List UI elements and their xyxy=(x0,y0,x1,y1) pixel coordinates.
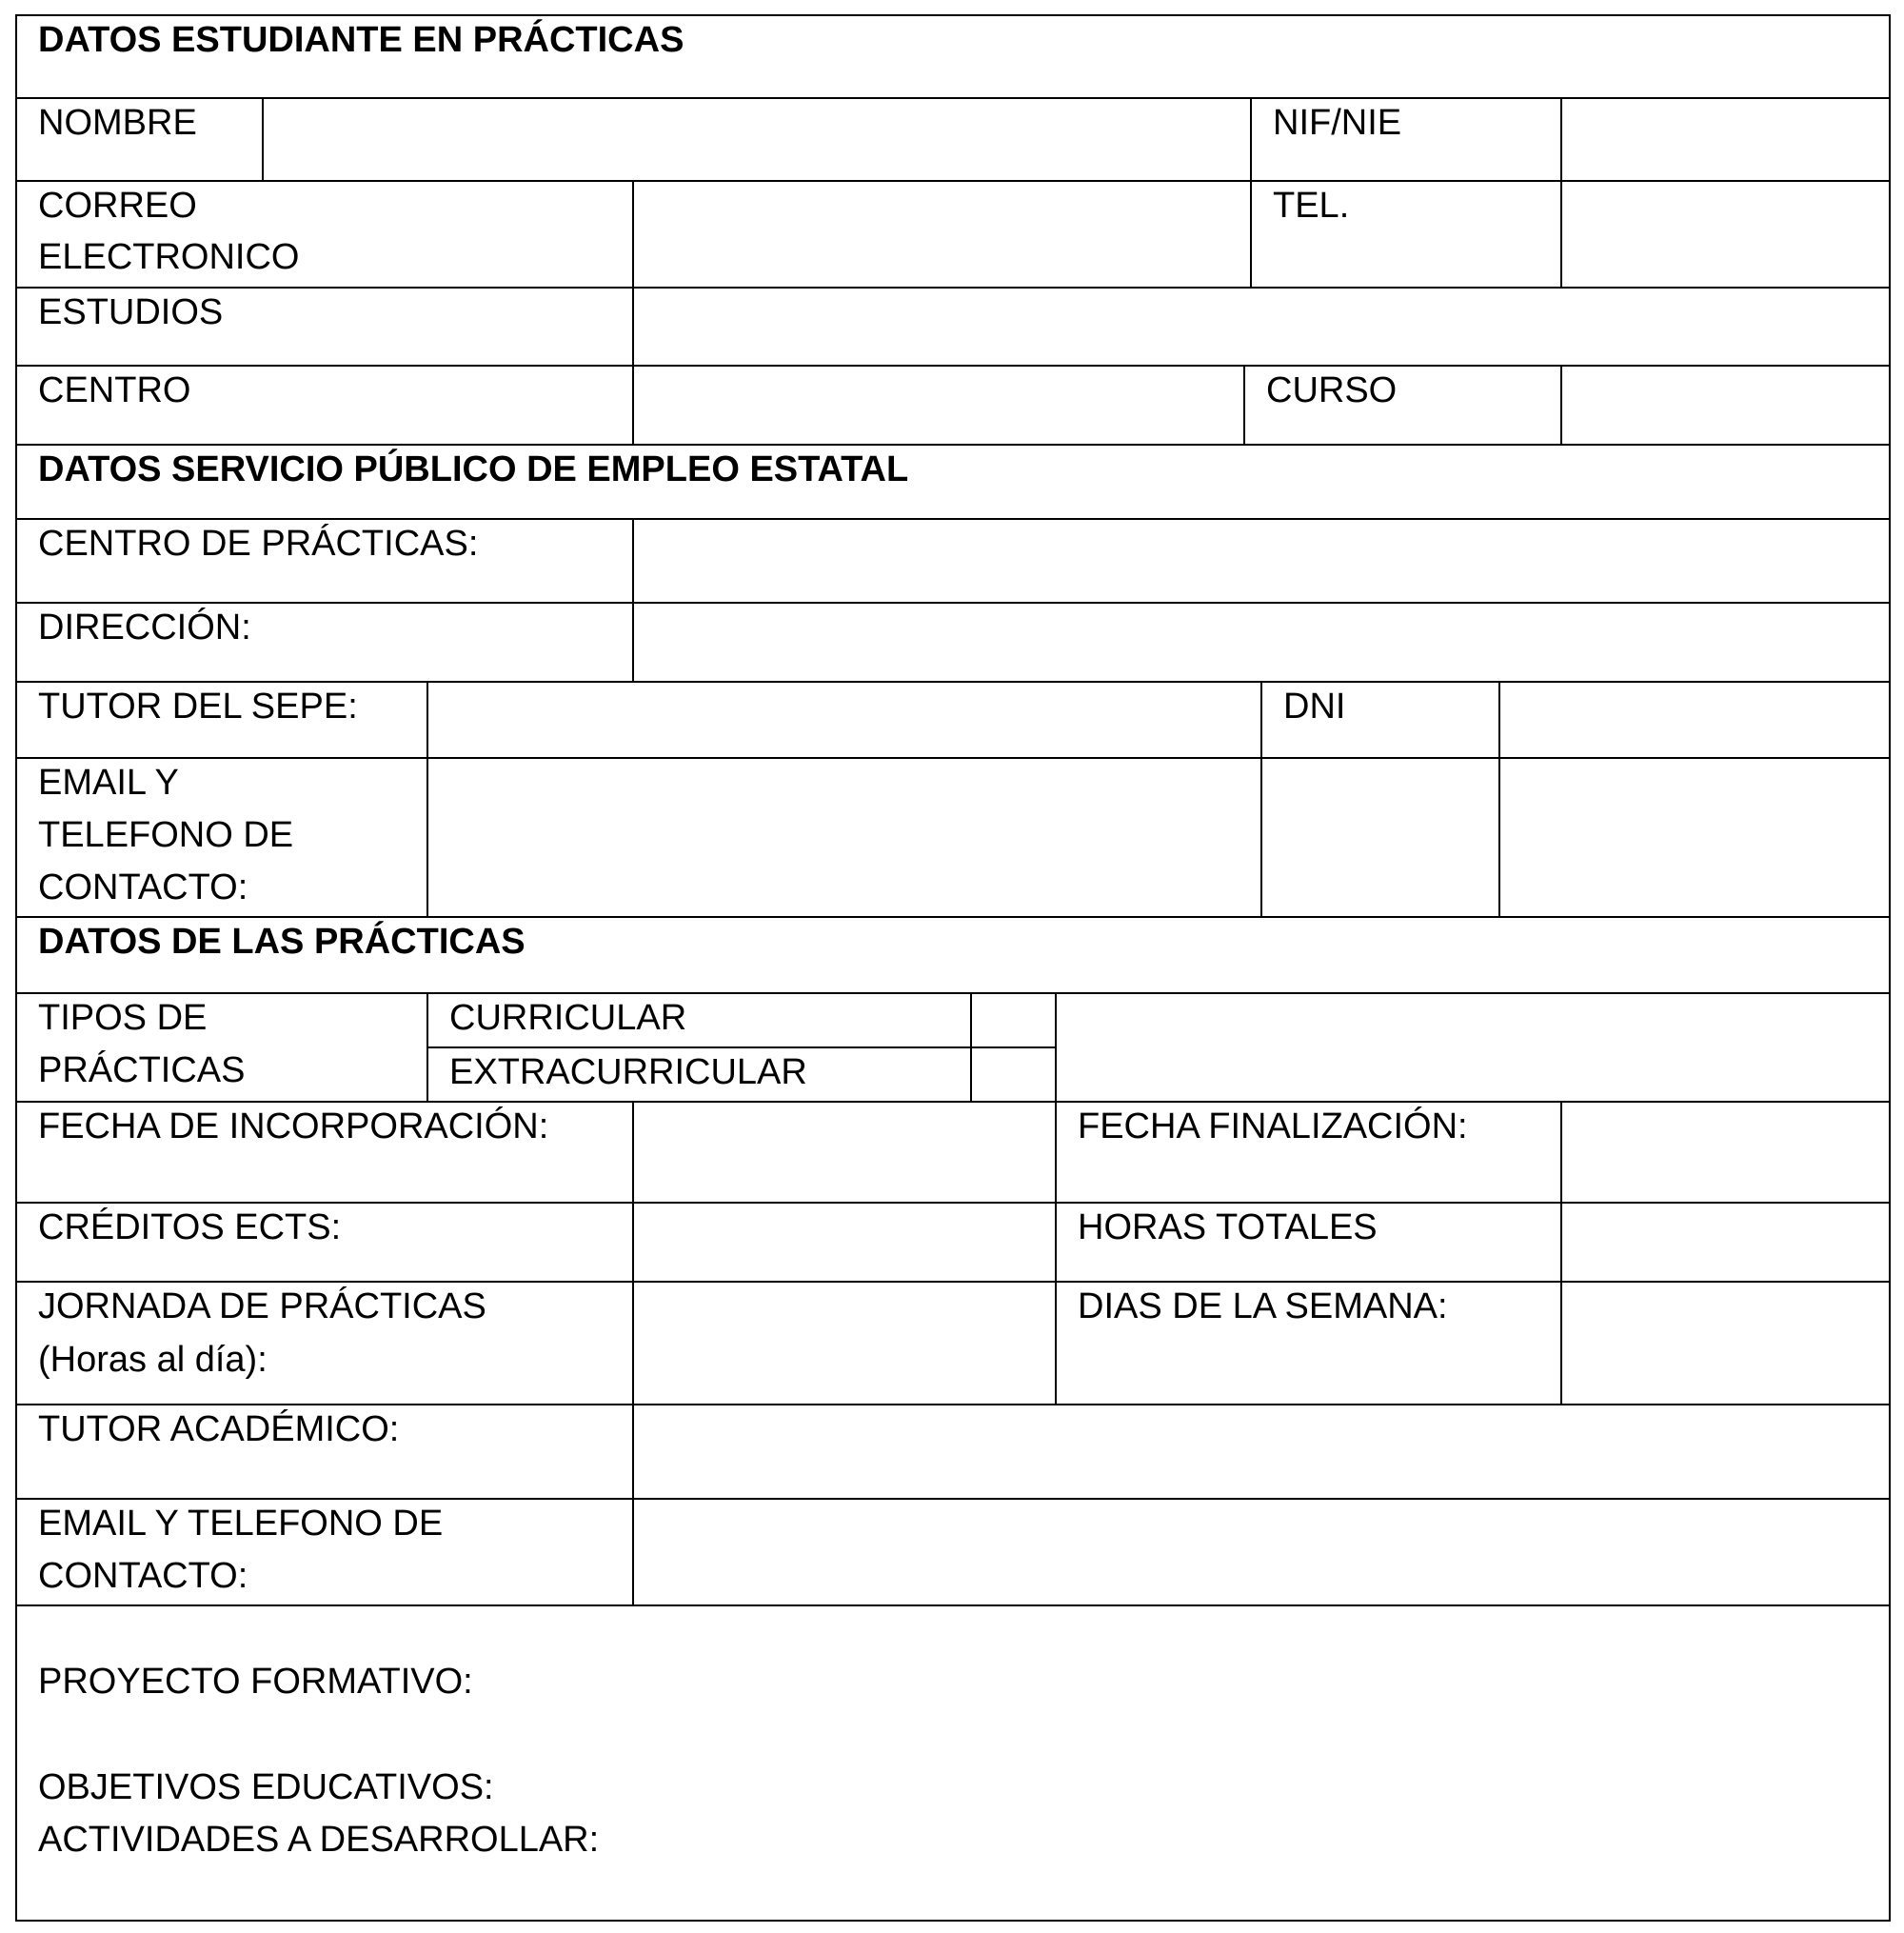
label-tel: TEL. xyxy=(1273,186,1350,226)
label-actividades: ACTIVIDADES A DESARROLLAR: xyxy=(38,1820,600,1860)
label-nif: NIF/NIE xyxy=(1273,103,1402,143)
label-tipos-line1: TIPOS DE xyxy=(38,998,208,1038)
label-acad-contacto-line1: EMAIL Y TELEFONO DE xyxy=(38,1504,444,1544)
label-direccion: DIRECCIÓN: xyxy=(38,608,251,648)
rule-right xyxy=(1889,14,1891,1922)
label-nombre: NOMBRE xyxy=(38,103,197,143)
dias-semana-field[interactable] xyxy=(1562,1283,1889,1404)
vr-nif-l xyxy=(1250,97,1252,289)
fecha-incorporacion-field[interactable] xyxy=(634,1103,1055,1202)
label-dias-semana: DIAS DE LA SEMANA: xyxy=(1078,1286,1448,1326)
correo-field[interactable] xyxy=(634,182,1250,287)
label-curricular: CURRICULAR xyxy=(449,998,687,1038)
nif-field[interactable] xyxy=(1562,99,1889,180)
section-practicas-title: DATOS DE LAS PRÁCTICAS xyxy=(38,922,526,962)
tel-field[interactable] xyxy=(1562,182,1889,287)
acad-contacto-field[interactable] xyxy=(634,1500,1889,1604)
label-jornada-line2: (Horas al día): xyxy=(38,1340,268,1380)
label-fecha-incorporacion: FECHA DE INCORPORACIÓN: xyxy=(38,1106,549,1146)
label-objetivos: OBJETIVOS EDUCATIVOS: xyxy=(38,1767,494,1807)
label-sepe-contacto-line3: CONTACTO: xyxy=(38,867,248,907)
section-sepe-title: DATOS SERVICIO PÚBLICO DE EMPLEO ESTATAL xyxy=(38,449,909,489)
label-correo-line2: ELECTRONICO xyxy=(38,237,300,277)
label-tipos-line2: PRÁCTICAS xyxy=(38,1050,246,1090)
sepe-contacto-field[interactable] xyxy=(428,759,1260,916)
tutor-academico-field[interactable] xyxy=(634,1405,1889,1498)
label-acad-contacto-line2: CONTACTO: xyxy=(38,1556,248,1596)
fecha-finalizacion-field[interactable] xyxy=(1562,1103,1889,1202)
vr-tipos-r xyxy=(1055,992,1057,1103)
estudios-field[interactable] xyxy=(634,289,1889,365)
section-student-title: DATOS ESTUDIANTE EN PRÁCTICAS xyxy=(38,20,684,60)
label-estudios: ESTUDIOS xyxy=(38,292,224,332)
label-horas-totales: HORAS TOTALES xyxy=(1078,1207,1378,1247)
curso-field[interactable] xyxy=(1562,367,1889,444)
label-curso: CURSO xyxy=(1266,370,1398,410)
label-sepe-contacto-line1: EMAIL Y xyxy=(38,763,179,803)
label-fecha-finalizacion: FECHA FINALIZACIÓN: xyxy=(1078,1106,1468,1146)
jornada-field[interactable] xyxy=(634,1283,1055,1404)
label-sepe-contacto-line2: TELEFONO DE xyxy=(38,815,294,855)
label-centro-practicas: CENTRO DE PRÁCTICAS: xyxy=(38,524,479,564)
vr-tipos-l xyxy=(426,992,428,1103)
direccion-field[interactable] xyxy=(634,604,1889,681)
horas-totales-field[interactable] xyxy=(1562,1204,1889,1281)
label-tutor-sepe: TUTOR DEL SEPE: xyxy=(38,687,358,727)
creditos-field[interactable] xyxy=(634,1204,1055,1281)
rule-11 xyxy=(15,992,1891,994)
vr-fecha-m xyxy=(1055,1101,1057,1405)
extracurricular-checkbox[interactable] xyxy=(972,1048,1055,1101)
vr-centro-l xyxy=(1243,365,1245,446)
label-tutor-academico: TUTOR ACADÉMICO: xyxy=(38,1409,400,1449)
centro-field[interactable] xyxy=(634,367,1243,444)
nombre-field[interactable] xyxy=(264,99,1250,180)
vr-dni-l xyxy=(1260,681,1262,918)
label-proyecto-formativo: PROYECTO FORMATIVO: xyxy=(38,1662,473,1702)
curricular-checkbox[interactable] xyxy=(972,994,1055,1046)
dni-field[interactable] xyxy=(1500,683,1889,757)
label-jornada-line1: JORNADA DE PRÁCTICAS xyxy=(38,1286,486,1326)
rule-bottom xyxy=(15,1920,1891,1922)
label-extracurricular: EXTRACURRICULAR xyxy=(449,1052,807,1092)
label-creditos: CRÉDITOS ECTS: xyxy=(38,1207,342,1247)
label-correo-line1: CORREO xyxy=(38,186,197,226)
label-dni: DNI xyxy=(1283,687,1346,727)
label-centro: CENTRO xyxy=(38,370,191,410)
centro-practicas-field[interactable] xyxy=(634,520,1889,602)
tutor-sepe-field[interactable] xyxy=(428,683,1260,757)
